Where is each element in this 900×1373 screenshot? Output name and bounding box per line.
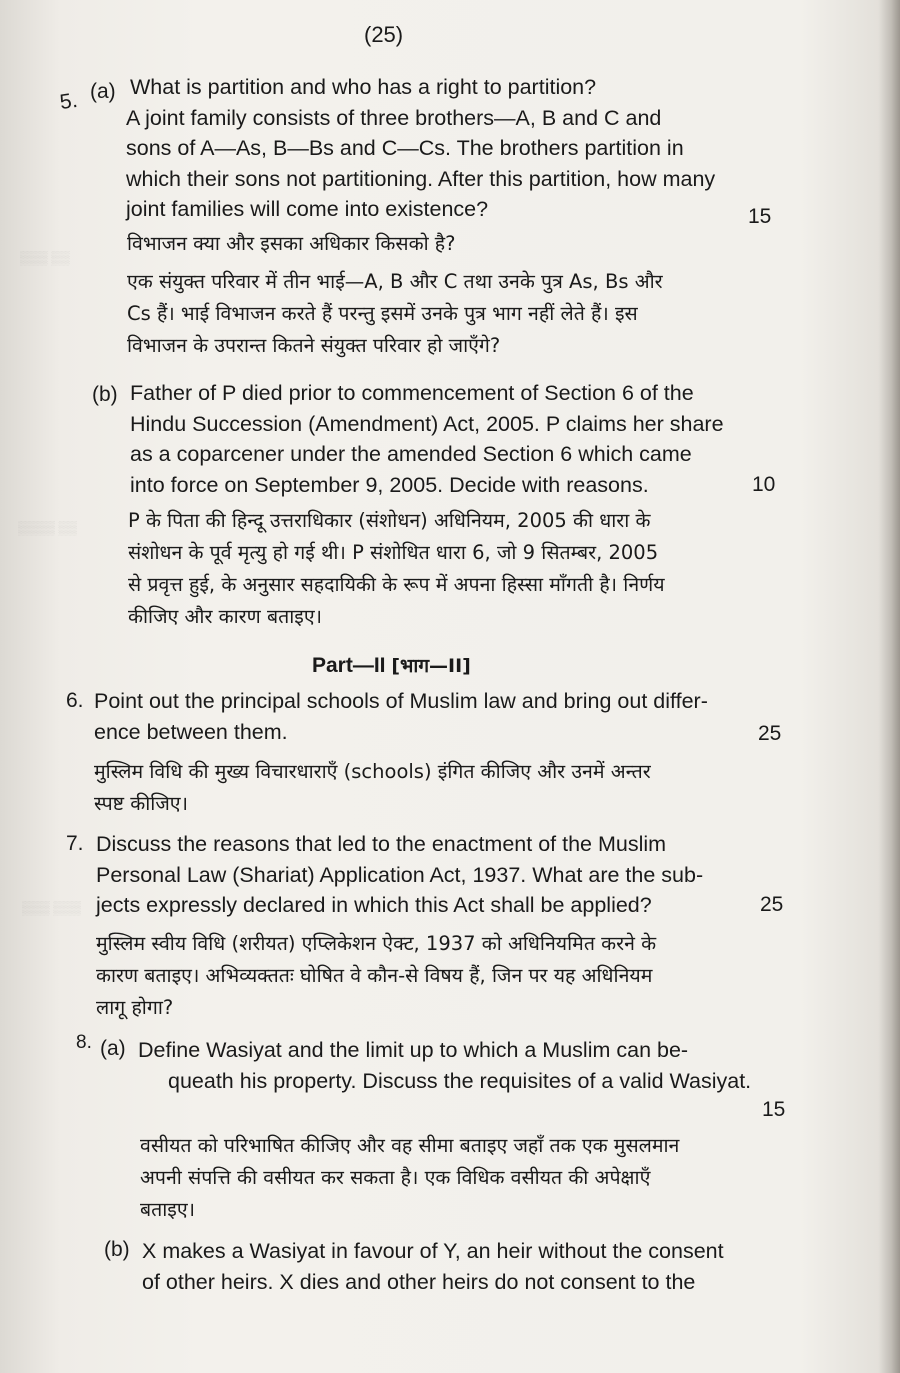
text-line: queath his property. Discuss the requisites of a valid Wasiyat. (168, 1068, 752, 1093)
text-line: Father of P died prior to commencement of Section 6 of the (130, 381, 694, 405)
text-line: अपनी संपत्ति की वसीयत कर सकता है। एक विधिक वसीयत की अपेक्षाएँ (140, 1166, 651, 1189)
text-line: into force on September 9, 2005. Decide with reasons. (130, 472, 649, 497)
text-line: X makes a Wasiyat in favour of Y, an heir without the consent (142, 1239, 724, 1263)
question-5a-english (126, 72, 716, 225)
marks: 25 (758, 722, 782, 745)
text-line: वसीयत को परिभाषित कीजिए और वह सीमा बताइए जहाँ तक एक मुसलमान (140, 1134, 680, 1157)
text-line: लागू होगा? (96, 996, 174, 1019)
question-number: 7. (66, 832, 84, 855)
subquestion-label: (b) (92, 383, 118, 406)
text-line: Point out the principal schools of Muslim law and bring out differ- (94, 689, 708, 713)
text-line: विभाजन क्या और इसका अधिकार किसको है? (127, 232, 456, 255)
marks: 15 (762, 1098, 786, 1121)
text-line: Cs हैं। भाई विभाजन करते हैं परन्तु इसमें उनके पुत्र भाग नहीं लेते हैं। इस (127, 302, 638, 325)
marks: 25 (760, 893, 784, 916)
subquestion-label: (a) (90, 80, 116, 103)
text-line: A joint family consists of three brothers—A, B and C and (126, 105, 662, 130)
text-line: P के पिता की हिन्दू उत्तराधिकार (संशोधन) अधिनियम, 2005 की धारा के (128, 509, 651, 532)
text-line: एक संयुक्त परिवार में तीन भाई—A, B और C तथा उनके पुत्र As, Bs और (127, 270, 663, 293)
question-7-hindi (96, 928, 656, 1024)
text-line: which their sons not partitioning. After this partition, how many (126, 166, 716, 191)
show-through-smudge: ▒▒▒▒ ▒▒ (18, 520, 77, 535)
text-line: Discuss the reasons that led to the enactment of the Muslim (96, 832, 667, 856)
text-line: Define Wasiyat and the limit up to which a Muslim can be- (138, 1038, 689, 1062)
part-heading-english: Part—II (312, 654, 386, 677)
text-line: कारण बताइए। अभिव्यक्ततः घोषित वे कौन-से विषय हैं, जिन पर यह अधिनियम (96, 964, 653, 987)
question-number: 6. (66, 689, 84, 712)
question-number: 8. (76, 1032, 92, 1053)
question-7-english (96, 829, 703, 921)
question-8a-english (138, 1035, 751, 1096)
subquestion-label: (b) (104, 1238, 130, 1261)
question-number: 5. (58, 88, 79, 115)
question-6-hindi (94, 756, 651, 820)
text-line: Hindu Succession (Amendment) Act, 2005. P claims her share (130, 411, 724, 436)
page-binding-shadow (878, 0, 900, 1373)
marks: 10 (752, 473, 776, 496)
question-5a-hindi (127, 228, 663, 362)
text-line: बताइए। (140, 1198, 196, 1221)
text-line: Personal Law (Shariat) Application Act, 1937. What are the sub- (96, 862, 704, 887)
marks: 15 (748, 205, 772, 228)
text-line: मुस्लिम विधि की मुख्य विचारधाराएँ (schools) इंगित कीजिए और उनमें अन्तर (94, 760, 651, 783)
text-line: joint families will come into existence? (126, 197, 489, 221)
text-line: मुस्लिम स्वीय विधि (शरीयत) एप्लिकेशन ऐक्ट, 1937 को अधिनियमित करने के (96, 932, 657, 955)
text-line: कीजिए और कारण बताइए। (128, 605, 322, 628)
text-line: स्पष्ट कीजिए। (94, 792, 188, 815)
text-line: What is partition and who has a right to partition? (130, 75, 597, 99)
part-heading (312, 652, 471, 678)
text-line: संशोधन के पूर्व मृत्यु हो गई थी। P संशोधित धारा 6, जो 9 सितम्बर, 2005 (128, 541, 659, 564)
text-line: विभाजन के उपरान्त कितने संयुक्त परिवार हो जाएँगे? (127, 334, 501, 357)
text-line: sons of A—As, B—Bs and C—Cs. The brothers partition in (126, 136, 684, 160)
question-6-english (94, 686, 708, 747)
question-5b-hindi (128, 505, 665, 633)
text-line: jects expressly declared in which this Act shall be applied? (96, 893, 652, 917)
text-line: से प्रवृत्त हुई, के अनुसार सहदायिकी के रूप में अपना हिस्सा माँगती है। निर्णय (128, 573, 665, 596)
show-through-smudge: ▒▒▒ ▒▒ (20, 250, 70, 265)
question-8a-hindi (140, 1130, 679, 1226)
subquestion-label: (a) (100, 1037, 126, 1060)
part-heading-hindi: [भाग—II] (391, 655, 471, 677)
text-line: ence between them. (94, 719, 288, 744)
question-5b-english (130, 378, 724, 500)
text-line: as a coparcener under the amended Section 6 which came (130, 442, 692, 466)
text-line: of other heirs. X dies and other heirs do not consent to the (142, 1269, 696, 1294)
show-through-smudge: ▒▒▒ ▒▒▒ (22, 900, 81, 915)
question-8b-english (142, 1236, 724, 1297)
page-number: (25) (364, 22, 404, 47)
